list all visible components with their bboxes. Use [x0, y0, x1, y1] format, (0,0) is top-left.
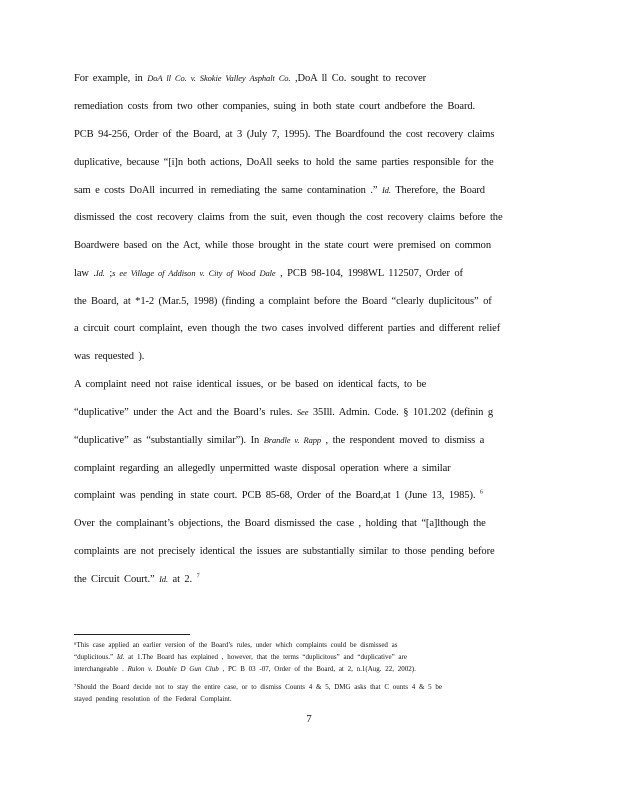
body-line-14	[74, 435, 544, 446]
text: Therefore, the Board	[390, 185, 485, 196]
text: at 2.	[167, 574, 197, 585]
text: law .	[74, 268, 96, 279]
text: duplicative, because “[i]n both actions, DoAll seeks to hold the same parties responsible for the	[74, 157, 494, 168]
body-line-5	[74, 185, 544, 196]
text: Over the complainant’s objections, the Board dismissed the case , holding that “[a]lthough the	[74, 518, 486, 529]
text: PCB 94-256, Order of the Board, at 3 (July 7, 1995). The Boardfound the cost recovery claims	[74, 129, 495, 140]
text: the Circuit Court.”	[74, 574, 160, 585]
body-line-1	[74, 73, 544, 84]
footnote-line-2	[74, 653, 504, 661]
body-line-6	[74, 212, 544, 223]
case-citation: Id.	[95, 268, 105, 278]
body-line-10	[74, 323, 544, 334]
body-line-12	[74, 379, 544, 390]
footnote-line-1	[74, 641, 504, 649]
footnote-marker[interactable]: 6	[479, 489, 483, 496]
text: 35Ill. Admin. Code. § 101.202 (definin g	[308, 407, 493, 418]
text: the Board, at *1-2 (Mar.5, 1998) (finding a complaint before the Board “clearly duplicitous” of	[74, 296, 492, 307]
case-citation: Id.	[381, 185, 391, 195]
text: ;	[104, 268, 113, 279]
text: , PC B 03 -07, Order of the Board, at 2, n.1(Aug. 22, 2002).	[218, 665, 416, 673]
body-line-4	[74, 157, 544, 168]
text: dismissed the cost recovery claims from the suit, even though the cost recovery claims before the	[74, 212, 503, 223]
body-line-2	[74, 101, 544, 112]
case-citation: Brandle v. Rapp	[263, 435, 322, 445]
body-line-16	[74, 490, 544, 501]
body-line-19	[74, 574, 544, 585]
text: sam e costs DoAll incurred in remediating the same contamination .”	[74, 185, 382, 196]
case-citation: Id.	[159, 574, 168, 584]
text: at 1.The Board has explained , however, that the terms “duplicitous” and “duplicative” are	[124, 653, 407, 661]
footnote-line-4	[74, 683, 504, 691]
body-line-9	[74, 296, 544, 307]
case-citation: s ee Village of Addison v. City of Wood Dale	[112, 268, 276, 278]
case-citation: Id.	[116, 653, 125, 661]
text: interchangeable .	[74, 665, 128, 673]
text: remediation costs from two other companies, suing in both state court andbefore the Board.	[74, 101, 476, 112]
body-line-18	[74, 546, 544, 557]
case-citation: See	[296, 407, 309, 417]
text: complaint regarding an allegedly unpermitted waste disposal operation where a similar	[74, 463, 451, 474]
text: “duplicitous.”	[74, 653, 117, 661]
footnote-line-5	[74, 695, 504, 703]
text: “duplicative” as “substantially similar”). In	[74, 435, 264, 446]
text: , PCB 98-104, 1998WL 112507, Order of	[275, 268, 463, 279]
body-line-3	[74, 129, 544, 140]
text: For example, in	[74, 73, 148, 84]
text: ⁷Should the Board decide not to stay the entire case, or to dismiss Counts 4 & 5, DMG asks that C ounts 4 & 5 be	[74, 683, 442, 691]
page-number: 7	[306, 713, 312, 725]
footnote-separator	[74, 634, 190, 635]
text: was requested ).	[74, 351, 145, 362]
body-line-8	[74, 268, 544, 279]
text: stayed pending resolution of the Federal Complaint.	[74, 695, 232, 703]
body-line-7	[74, 240, 544, 251]
text: ,DoA ll Co. sought to recover	[290, 73, 427, 84]
text: , the respondent moved to dismiss a	[321, 435, 485, 446]
text: complaint was pending in state court. PCB 85-68, Order of the Board,at 1 (June 13, 1985).	[74, 490, 480, 501]
text: a circuit court complaint, even though the two cases involved different parties and different relief	[74, 323, 501, 334]
body-line-17	[74, 518, 544, 529]
text: ⁶This case applied an earlier version of the Board’s rules, under which complaints could be dismissed as	[74, 641, 398, 649]
text: “duplicative” under the Act and the Board’s rules.	[74, 407, 297, 418]
case-citation: Rulon v. Double D Gun Club	[127, 665, 219, 673]
footnote-marker[interactable]: 7	[196, 573, 200, 580]
text: A complaint need not raise identical issues, or be based on identical facts, to be	[74, 379, 427, 390]
footnote-line-3	[74, 665, 504, 673]
body-line-13	[74, 407, 544, 418]
body-line-15	[74, 463, 544, 474]
text: complaints are not precisely identical the issues are substantially similar to those pending before	[74, 546, 495, 557]
body-line-11	[74, 351, 544, 362]
case-citation: DoA ll Co. v. Skokie Valley Asphalt Co.	[147, 73, 291, 83]
text: Boardwere based on the Act, while those brought in the state court were premised on common	[74, 240, 491, 251]
